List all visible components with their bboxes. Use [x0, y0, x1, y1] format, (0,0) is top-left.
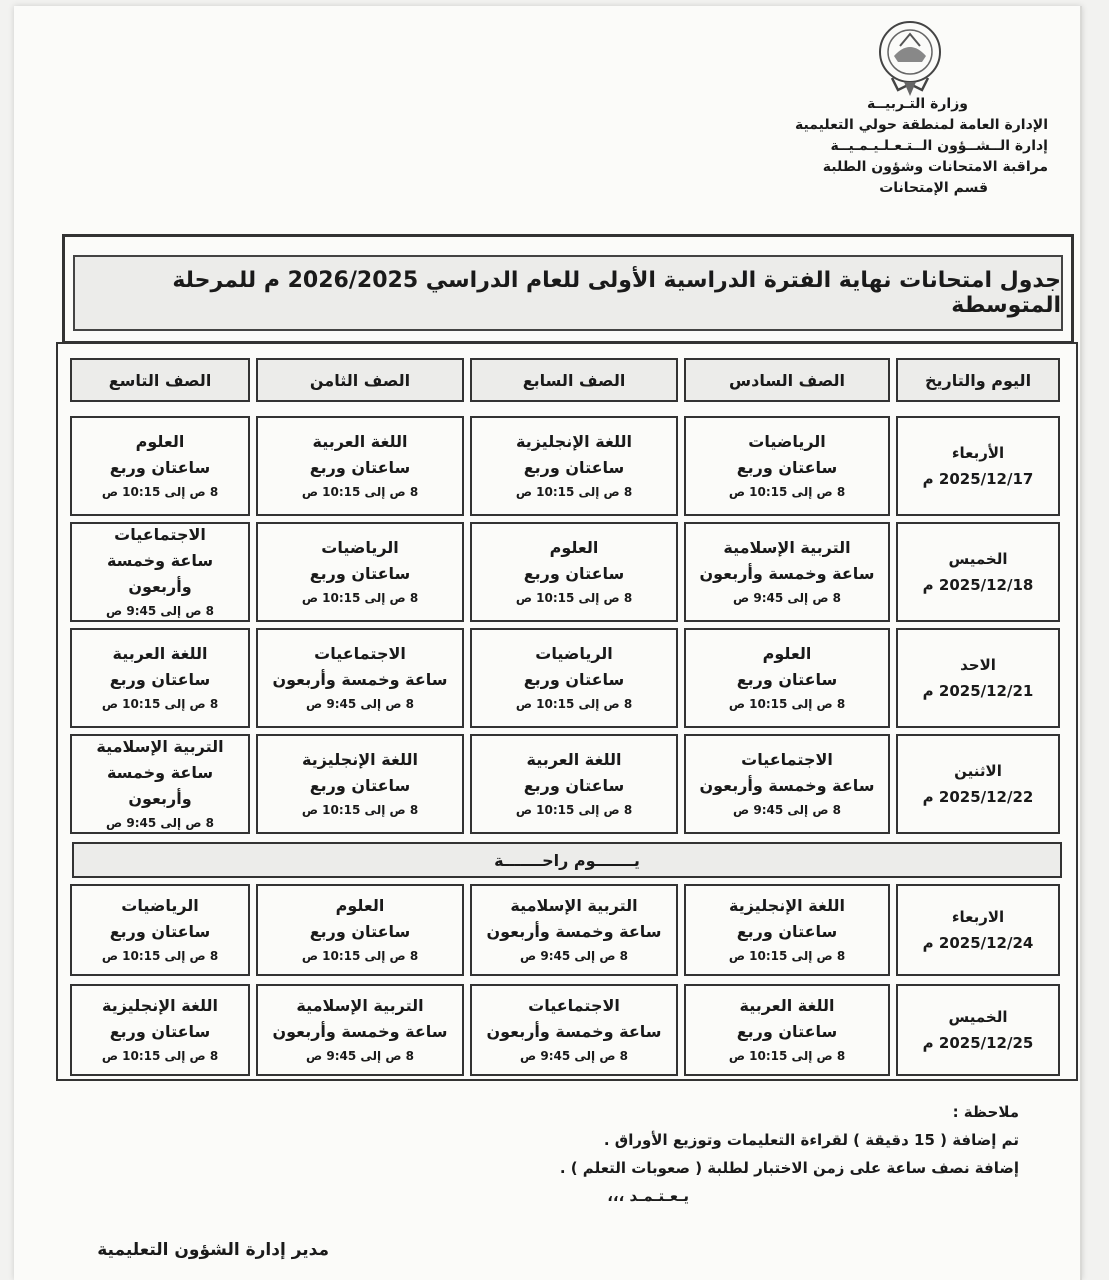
subject-name: اللغة الإنجليزية	[102, 996, 218, 1015]
exam-time: 8 ص إلى 10:15 ص	[728, 485, 846, 499]
control-name: مراقبة الامتحانات وشؤون الطلبة	[822, 159, 1048, 175]
exam-duration: ساعة وخمسة وأربعون	[486, 1022, 662, 1041]
exam-cell	[70, 628, 250, 728]
exam-duration: ساعتان وربع	[523, 776, 625, 795]
directorate-name: الإدارة العامة لمنطقة حولي التعليمية	[795, 117, 1048, 133]
exam-time: 8 ص إلى 10:15 ص	[101, 697, 219, 711]
exam-cell	[256, 416, 464, 516]
subject-name: التربية الإسلامية	[96, 737, 224, 756]
exam-time: 8 ص إلى 9:45 ص	[520, 949, 628, 963]
department-name: إدارة الــشــؤون الــتـعـلـيـمـيــة	[830, 138, 1048, 154]
exam-cell	[684, 734, 890, 834]
title-inner	[73, 255, 1063, 331]
approval: يـعـتـمـد ،،،	[607, 1187, 689, 1205]
day-name: الاثنين	[954, 762, 1002, 780]
exam-duration: ساعتان وربع	[736, 670, 838, 689]
subject-name: العلوم	[549, 538, 599, 557]
day-date-cell	[896, 416, 1060, 516]
exam-time: 8 ص إلى 10:15 ص	[515, 803, 633, 817]
exam-duration: ساعة وخمسة وأربعون	[486, 922, 662, 941]
exam-duration: ساعتان وربع	[109, 458, 211, 477]
column-header	[684, 358, 890, 402]
exam-cell	[70, 522, 250, 622]
exam-duration: ساعة وخمسة وأربعون	[272, 1022, 448, 1041]
exam-duration: ساعتان وربع	[109, 1022, 211, 1041]
column-header-label: الصف السابع	[522, 370, 626, 390]
exam-date: 2025/12/18 م	[922, 576, 1034, 594]
exam-cell	[684, 984, 890, 1076]
exam-duration: ساعة وخمسة وأربعون	[699, 776, 875, 795]
exam-time: 8 ص إلى 9:45 ص	[306, 697, 414, 711]
exam-cell	[470, 416, 678, 516]
section-name: قسم الإمتحانات	[879, 180, 988, 196]
day-date-cell	[896, 984, 1060, 1076]
exam-duration: ساعتان وربع	[109, 670, 211, 689]
day-name: الخميس	[948, 1008, 1008, 1026]
subject-name: الرياضيات	[748, 432, 826, 451]
exam-cell	[684, 884, 890, 976]
exam-cell	[470, 884, 678, 976]
exam-cell	[470, 628, 678, 728]
exam-cell	[256, 628, 464, 728]
exam-duration: ساعتان وربع	[523, 564, 625, 583]
exam-date: 2025/12/25 م	[922, 1034, 1034, 1052]
subject-name: العلوم	[762, 644, 812, 663]
exam-time: 8 ص إلى 9:45 ص	[733, 803, 841, 817]
subject-name: اللغة العربية	[739, 996, 835, 1015]
exam-time: 8 ص إلى 9:45 ص	[106, 604, 214, 618]
column-header	[470, 358, 678, 402]
exam-date: 2025/12/17 م	[922, 470, 1034, 488]
exam-cell	[470, 522, 678, 622]
exam-duration: ساعتان وربع	[736, 922, 838, 941]
signature: مدير إدارة الشؤون التعليمية	[97, 1240, 329, 1260]
exam-time: 8 ص إلى 10:15 ص	[728, 949, 846, 963]
day-name: الأربعاء	[951, 444, 1005, 462]
exam-duration: ساعتان وربع	[523, 458, 625, 477]
exam-duration: ساعتان وربع	[736, 458, 838, 477]
subject-name: اللغة الإنجليزية	[516, 432, 632, 451]
exam-duration: ساعتان وربع	[309, 922, 411, 941]
exam-time: 8 ص إلى 9:45 ص	[733, 591, 841, 605]
exam-time: 8 ص إلى 10:15 ص	[101, 1049, 219, 1063]
day-date-cell	[896, 522, 1060, 622]
exam-duration-cont: وأربعون	[128, 789, 192, 808]
column-header	[256, 358, 464, 402]
subject-name: الرياضيات	[121, 896, 199, 915]
exam-duration: ساعة وخمسة وأربعون	[272, 670, 448, 689]
exam-duration-cont: وأربعون	[128, 577, 192, 596]
exam-duration: ساعة وخمسة	[106, 551, 214, 570]
exam-duration: ساعتان وربع	[109, 922, 211, 941]
exam-date: 2025/12/21 م	[922, 682, 1034, 700]
subject-name: الرياضيات	[321, 538, 399, 557]
exam-time: 8 ص إلى 10:15 ص	[515, 697, 633, 711]
exam-cell	[684, 522, 890, 622]
column-header-label: الصف السادس	[729, 370, 845, 390]
exam-cell	[70, 884, 250, 976]
exam-cell	[70, 416, 250, 516]
exam-time: 8 ص إلى 10:15 ص	[301, 485, 419, 499]
exam-time: 8 ص إلى 10:15 ص	[728, 697, 846, 711]
subject-name: التربية الإسلامية	[296, 996, 424, 1015]
subject-name: الاجتماعيات	[114, 525, 206, 544]
column-header	[70, 358, 250, 402]
exam-cell	[470, 984, 678, 1076]
exam-time: 8 ص إلى 10:15 ص	[515, 485, 633, 499]
subject-name: التربية الإسلامية	[510, 896, 638, 915]
day-name: الاربعاء	[951, 908, 1005, 926]
subject-name: اللغة العربية	[112, 644, 208, 663]
exam-time: 8 ص إلى 10:15 ص	[101, 485, 219, 499]
exam-cell	[256, 984, 464, 1076]
rest-day-label: يـــــــوم راحـــــــة	[494, 850, 640, 870]
column-header-label: الصف الثامن	[309, 370, 411, 390]
exam-duration: ساعتان وربع	[309, 776, 411, 795]
exam-time: 8 ص إلى 10:15 ص	[301, 949, 419, 963]
subject-name: الاجتماعيات	[741, 750, 833, 769]
kuwait-emblem-icon	[870, 16, 950, 98]
exam-duration: ساعتان وربع	[309, 458, 411, 477]
exam-time: 8 ص إلى 10:15 ص	[101, 949, 219, 963]
exam-time: 8 ص إلى 10:15 ص	[301, 591, 419, 605]
exam-cell	[684, 416, 890, 516]
day-date-cell	[896, 734, 1060, 834]
subject-name: العلوم	[335, 896, 385, 915]
rest-day-banner	[72, 842, 1062, 878]
note-2: إضافة نصف ساعة على زمن الاختبار لطلبة ( صعوبات التعلم ) .	[559, 1159, 1019, 1177]
column-header-label: اليوم والتاريخ	[924, 370, 1032, 390]
subject-name: الاجتماعيات	[528, 996, 620, 1015]
exam-cell	[70, 734, 250, 834]
exam-cell	[684, 628, 890, 728]
title-box	[62, 234, 1074, 344]
exam-duration: ساعة وخمسة	[106, 763, 214, 782]
exam-time: 8 ص إلى 9:45 ص	[106, 816, 214, 830]
exam-cell	[256, 522, 464, 622]
exam-time: 8 ص إلى 10:15 ص	[515, 591, 633, 605]
exam-date: 2025/12/24 م	[922, 934, 1034, 952]
notes-heading: ملاحظة :	[952, 1103, 1019, 1121]
subject-name: التربية الإسلامية	[723, 538, 851, 557]
ministry-name: وزارة التـربيــة	[866, 96, 968, 112]
subject-name: اللغة الإنجليزية	[302, 750, 418, 769]
note-1: تم إضافة ( 15 دقيقة ) لقراءة التعليمات وتوزيع الأوراق .	[603, 1131, 1019, 1149]
exam-time: 8 ص إلى 9:45 ص	[306, 1049, 414, 1063]
exam-schedule-table	[56, 342, 1078, 1081]
exam-duration: ساعتان وربع	[736, 1022, 838, 1041]
subject-name: الاجتماعيات	[314, 644, 406, 663]
subject-name: الرياضيات	[535, 644, 613, 663]
exam-time: 8 ص إلى 10:15 ص	[301, 803, 419, 817]
exam-date: 2025/12/22 م	[922, 788, 1034, 806]
exam-cell	[470, 734, 678, 834]
exam-duration: ساعة وخمسة وأربعون	[699, 564, 875, 583]
day-name: الخميس	[948, 550, 1008, 568]
subject-name: اللغة العربية	[526, 750, 622, 769]
exam-cell	[256, 884, 464, 976]
exam-duration: ساعتان وربع	[523, 670, 625, 689]
exam-duration: ساعتان وربع	[309, 564, 411, 583]
exam-time: 8 ص إلى 10:15 ص	[728, 1049, 846, 1063]
day-date-cell	[896, 628, 1060, 728]
exam-cell	[70, 984, 250, 1076]
column-header-label: الصف التاسع	[108, 370, 212, 390]
letterhead	[728, 94, 1048, 199]
notes	[319, 1098, 1019, 1210]
exam-cell	[256, 734, 464, 834]
column-header	[896, 358, 1060, 402]
page-title: جدول امتحانات نهاية الفترة الدراسية الأولى للعام الدراسي 2026/2025 م للمرحلة المتوسطة	[172, 268, 1061, 318]
exam-time: 8 ص إلى 9:45 ص	[520, 1049, 628, 1063]
subject-name: العلوم	[135, 432, 185, 451]
subject-name: اللغة الإنجليزية	[729, 896, 845, 915]
day-name: الاحد	[960, 656, 996, 674]
day-date-cell	[896, 884, 1060, 976]
subject-name: اللغة العربية	[312, 432, 408, 451]
